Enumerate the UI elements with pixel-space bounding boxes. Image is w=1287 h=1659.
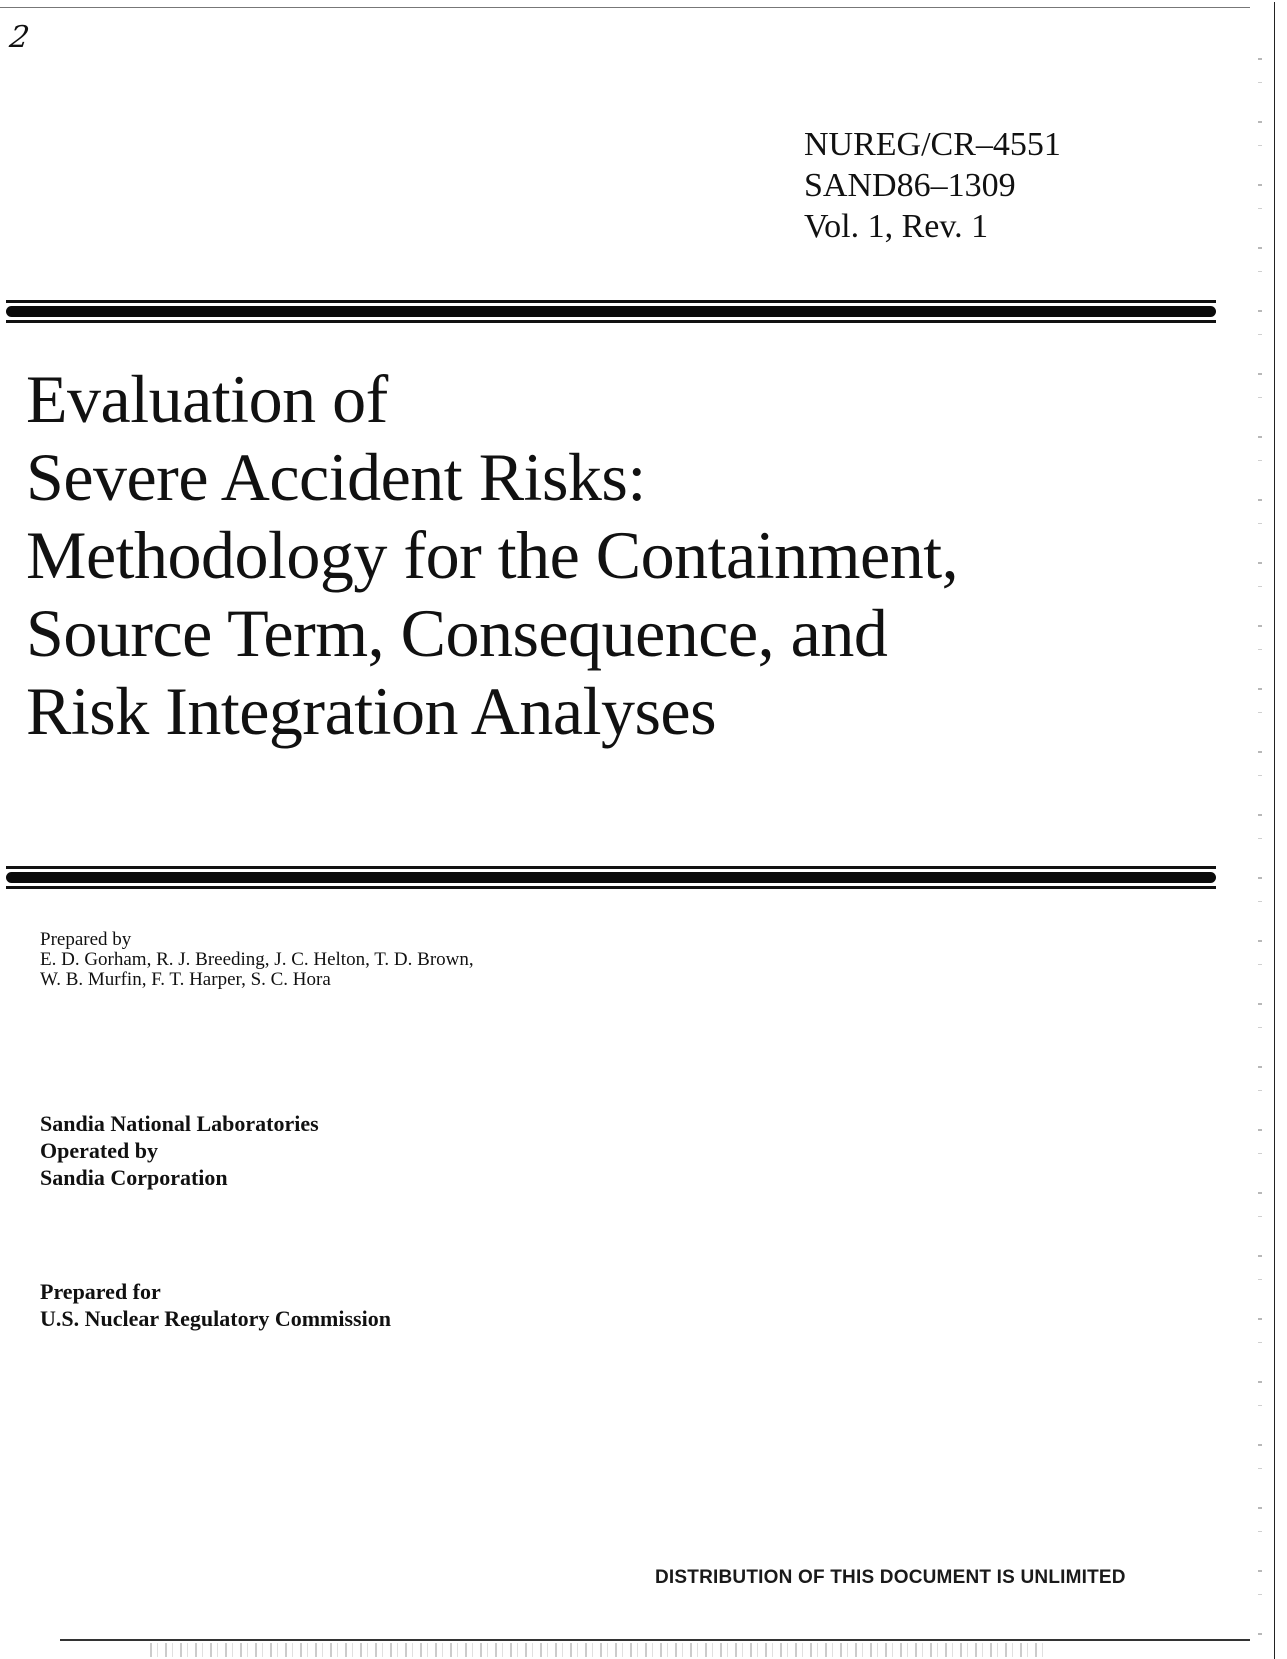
- title-line: Severe Accident Risks:: [26, 439, 646, 515]
- nureg-number: NUREG/CR–4551: [804, 126, 1061, 163]
- title-line: Evaluation of: [26, 361, 388, 437]
- rule-thin-line: [6, 320, 1216, 323]
- organization-line: Sandia National Laboratories: [40, 1111, 319, 1136]
- rule-thin-line: [6, 886, 1216, 889]
- page-bottom-edge: [60, 1639, 1250, 1641]
- title-line: Source Term, Consequence, and: [26, 595, 888, 671]
- prepared-for-label: Prepared for: [40, 1279, 161, 1304]
- prepared-by-section: [40, 930, 474, 990]
- scan-noise: [150, 1643, 1050, 1657]
- rule-thick-line: [6, 872, 1216, 883]
- organization-line: Operated by: [40, 1138, 158, 1163]
- report-identifiers: [804, 124, 1061, 247]
- top-divider-rule: [6, 300, 1216, 323]
- distribution-notice: DISTRIBUTION OF THIS DOCUMENT IS UNLIMITED: [655, 1567, 1126, 1588]
- document-title: [26, 360, 958, 750]
- page-top-edge: [0, 7, 1250, 8]
- author-line: E. D. Gorham, R. J. Breeding, J. C. Helton, T. D. Brown,: [40, 949, 474, 970]
- organization-line: Sandia Corporation: [40, 1165, 228, 1190]
- rule-thin-line: [6, 300, 1216, 303]
- author-line: W. B. Murfin, F. T. Harper, S. C. Hora: [40, 969, 331, 990]
- organization-section: [40, 1110, 319, 1191]
- bottom-divider-rule: [6, 866, 1216, 889]
- sand-number: SAND86–1309: [804, 167, 1016, 204]
- title-line: Risk Integration Analyses: [26, 673, 717, 749]
- rule-thin-line: [6, 866, 1216, 869]
- prepared-by-label: Prepared by: [40, 929, 132, 950]
- volume-revision: Vol. 1, Rev. 1: [804, 208, 989, 245]
- rule-thick-line: [6, 306, 1216, 317]
- handwritten-page-number: 2: [7, 20, 32, 55]
- page-right-edge: [1274, 2, 1275, 1659]
- title-line: Methodology for the Containment,: [26, 517, 959, 593]
- sponsor-agency: U.S. Nuclear Regulatory Commission: [40, 1306, 391, 1331]
- prepared-for-section: [40, 1278, 391, 1332]
- scan-artifacts: [1258, 20, 1262, 1640]
